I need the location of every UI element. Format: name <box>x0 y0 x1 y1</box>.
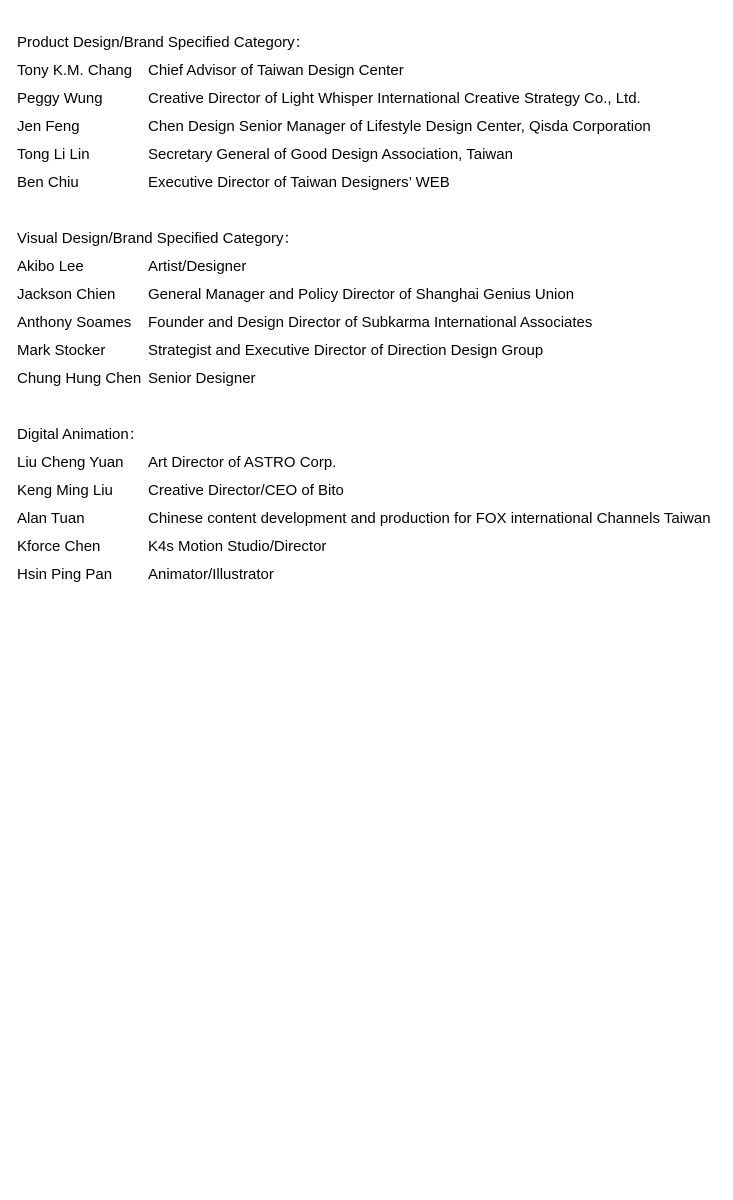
member-role: Executive Director of Taiwan Designers’ WEB <box>148 174 450 191</box>
jury-list-document <box>0 0 733 589</box>
member-row <box>17 449 733 477</box>
member-role: Creative Director/CEO of Bito <box>148 482 344 499</box>
member-row <box>17 337 733 365</box>
member-row <box>17 253 733 281</box>
member-name: Anthony Soames <box>17 314 132 331</box>
member-role: Artist/Designer <box>148 258 247 275</box>
member-name: Keng Ming Liu <box>17 482 113 499</box>
member-name: Jackson Chien <box>17 286 116 303</box>
member-role: Chen Design Senior Manager of Lifestyle Design Center, Qisda Corporation <box>148 118 651 135</box>
member-role: Chinese content development and production for FOX international Channels Taiwan <box>148 510 711 527</box>
member-row <box>17 57 733 85</box>
member-list <box>17 449 733 589</box>
category-section <box>17 225 733 393</box>
category-heading: Product Design/Brand Specified Category： <box>17 34 310 51</box>
member-role: Animator/Illustrator <box>148 566 274 583</box>
member-name: Hsin Ping Pan <box>17 566 113 583</box>
member-role: General Manager and Policy Director of Shanghai Genius Union <box>148 286 575 303</box>
member-name: Liu Cheng Yuan <box>17 454 124 471</box>
member-row <box>17 505 733 533</box>
member-list <box>17 57 733 197</box>
member-name: Peggy Wung <box>17 90 103 107</box>
member-row <box>17 561 733 589</box>
member-name: Akibo Lee <box>17 258 84 275</box>
member-row <box>17 141 733 169</box>
category-heading: Visual Design/Brand Specified Category： <box>17 230 299 247</box>
category-heading: Digital Animation： <box>17 426 144 443</box>
member-role: Founder and Design Director of Subkarma International Associates <box>148 314 593 331</box>
member-role: Secretary General of Good Design Association, Taiwan <box>148 146 513 163</box>
member-row <box>17 281 733 309</box>
member-row <box>17 477 733 505</box>
member-role: Chief Advisor of Taiwan Design Center <box>148 62 404 79</box>
member-name: Tony K.M. Chang <box>17 62 133 79</box>
member-name: Tong Li Lin <box>17 146 90 163</box>
member-role: Creative Director of Light Whisper International Creative Strategy Co., Ltd. <box>148 90 641 107</box>
member-name: Mark Stocker <box>17 342 106 359</box>
category-section <box>17 421 733 589</box>
member-row <box>17 533 733 561</box>
member-name: Jen Feng <box>17 118 80 135</box>
member-row <box>17 309 733 337</box>
member-name: Kforce Chen <box>17 538 101 555</box>
member-role: Strategist and Executive Director of Direction Design Group <box>148 342 544 359</box>
category-section <box>17 29 733 197</box>
member-role: K4s Motion Studio/Director <box>148 538 327 555</box>
member-name: Ben Chiu <box>17 174 79 191</box>
member-row <box>17 169 733 197</box>
member-row <box>17 365 733 393</box>
member-name: Alan Tuan <box>17 510 85 527</box>
member-row <box>17 85 733 113</box>
member-list <box>17 253 733 393</box>
member-name: Chung Hung Chen <box>17 370 142 387</box>
member-role: Art Director of ASTRO Corp. <box>148 454 337 471</box>
member-row <box>17 113 733 141</box>
member-role: Senior Designer <box>148 370 256 387</box>
